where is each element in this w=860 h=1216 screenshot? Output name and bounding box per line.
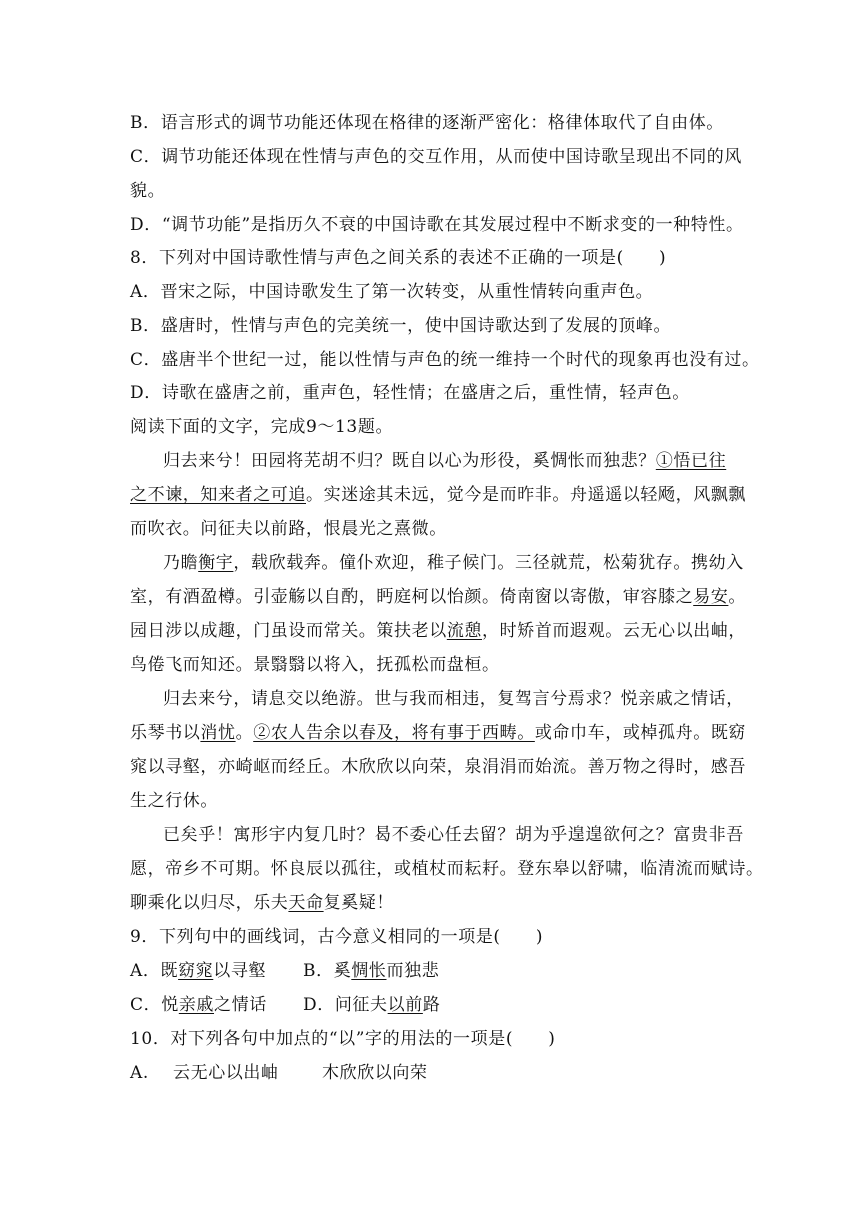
q9-option-c: C．悦亲戚之情话 (130, 995, 267, 1015)
q8-stem: 8．下列对中国诗歌性情与声色之间关系的表述不正确的一项是( ) (130, 248, 667, 268)
passage-p2-line3: 园日涉以成趣，门虽设而常关。策扶老以流憩，时矫首而遐观。云无心以出岫， (130, 621, 747, 641)
q8-option-a: A．晋宋之际，中国诗歌发生了第一次转变，从重性情转向重声色。 (130, 282, 654, 302)
passage-p4-line1: 已矣乎！寓形宇内复几时？曷不委心任去留？胡为乎遑遑欲何之？富贵非吾 (163, 825, 744, 845)
q9-stem: 9．下列句中的画线词，古今意义相同的一项是( ) (130, 927, 544, 947)
passage-p1-line3: 而吹衣。问征夫以前路，恨晨光之熹微。 (130, 519, 447, 539)
passage-p2-line1: 乃瞻衡宇，载欣载奔。僮仆欢迎，稚子候门。三径就荒，松菊犹存。携幼入 (163, 553, 744, 573)
passage-p1-line1: 归去来兮！田园将芜胡不归？既自以心为形役，奚惆怅而独悲？①悟已往 (163, 451, 727, 471)
q10-option-a-label: A. (130, 1063, 149, 1083)
underlined-word-tianming: 天命 (288, 893, 324, 913)
q9-option-b: B．奚惆怅而独悲 (303, 961, 440, 981)
passage-p3-line3: 窕以寻壑，亦崎岖而经丘。木欣欣以向荣，泉涓涓而始流。善万物之得时，感吾 (130, 757, 746, 777)
underlined-word-xiaoyou: 消忧 (200, 723, 236, 743)
underlined-sentence-1-cont: 之不谏，知来者之可追 (130, 485, 306, 505)
passage-p2-line2: 室，有酒盈樽。引壶觞以自酌，眄庭柯以怡颜。倚南窗以寄傲，审容膝之易安。 (130, 587, 747, 607)
q7-option-b: B．语言形式的调节功能还体现在格律的逐渐严密化：格律体取代了自由体。 (130, 113, 724, 133)
passage-p3-line4: 生之行休。 (130, 791, 218, 811)
q7-option-c-line1: C．调节功能还体现在性情与声色的交互作用，从而使中国诗歌呈现出不同的风 (130, 147, 743, 167)
q9-option-d: D．问征夫以前路 (303, 995, 441, 1015)
passage-p3-line1: 归去来兮，请息交以绝游。世与我而相违，复驾言兮焉求？悦亲戚之情话， (163, 689, 744, 709)
reading-instruction: 阅读下面的文字，完成9～13题。 (130, 417, 394, 437)
passage-p2-line4: 鸟倦飞而知还。景翳翳以将入，抚孤松而盘桓。 (130, 655, 500, 675)
underlined-sentence-2: ②农人告余以春及，将有事于西畴。 (253, 723, 535, 743)
underlined-sentence-1: ①悟已往 (655, 451, 727, 471)
q9-option-a: A．既窈窕以寻壑 (130, 961, 267, 981)
q8-option-c: C．盛唐半个世纪一过，能以性情与声色的统一维持一个时代的现象再也没有过。 (130, 350, 760, 370)
q7-option-c-line2: 貌。 (130, 181, 166, 201)
q10-option-a-sentence2: 木欣欣以向荣 (322, 1063, 428, 1083)
passage-p4-line3: 聊乘化以归尽，乐夫天命复奚疑！ (130, 893, 395, 913)
underlined-word-liuqi: 流憩 (446, 621, 483, 641)
q7-option-d: D．“调节功能”是指历久不衰的中国诗歌在其发展过程中不断求变的一种特性。 (130, 215, 744, 235)
q8-option-b: B．盛唐时，性情与声色的完美统一，使中国诗歌达到了发展的顶峰。 (130, 316, 672, 336)
passage-p4-line2: 愿，帝乡不可期。怀良辰以孤往，或植杖而耘耔。登东皋以舒啸，临清流而赋诗。 (130, 859, 764, 879)
underlined-word-yian: 易安 (693, 587, 729, 607)
passage-p3-line2: 乐琴书以消忧。②农人告余以春及，将有事于西畴。或命巾车，或棹孤舟。既窈 (130, 723, 747, 743)
q10-option-a-sentence1: 云无心以出岫 (173, 1063, 279, 1083)
q8-option-d: D．诗歌在盛唐之前，重声色，轻性情；在盛唐之后，重性情，轻声色。 (130, 383, 690, 403)
q10-stem: 10．对下列各句中加点的“以”字的用法的一项是( ) (130, 1029, 556, 1049)
passage-p1-line2: 之不谏，知来者之可追。实迷途其未远，觉今是而昨非。舟遥遥以轻飏，风飘飘 (130, 485, 746, 505)
underlined-word-hengyu: 衡宇 (198, 553, 234, 573)
